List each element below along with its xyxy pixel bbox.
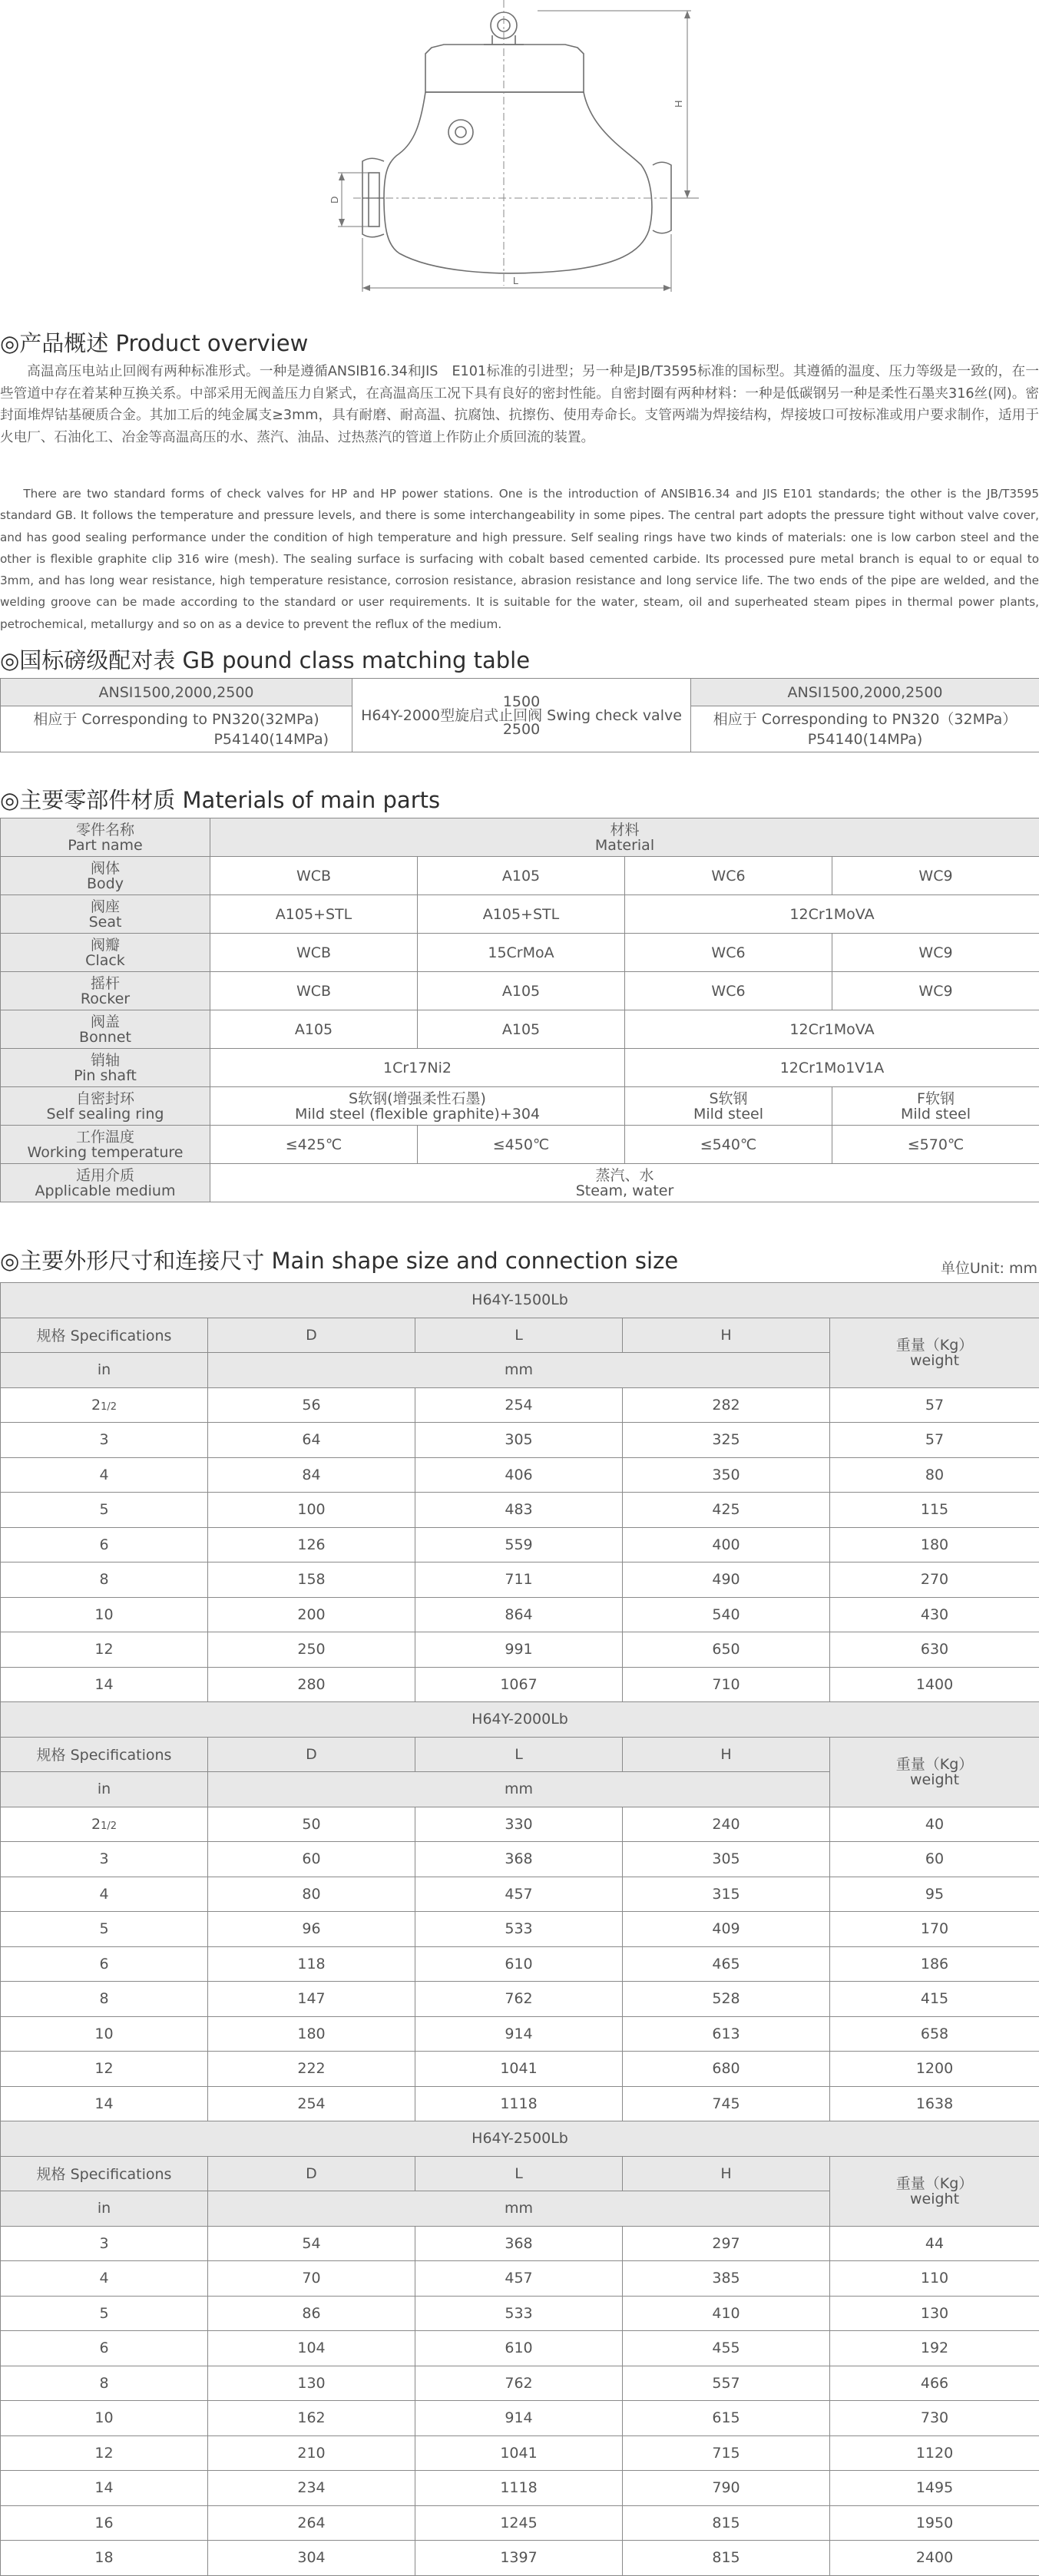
value-h: 465	[623, 1946, 830, 1982]
header-spec: 规格 Specifications	[1, 2156, 208, 2191]
gb-right-header: ANSI1500,2000,2500	[691, 679, 1039, 706]
gb-right-corr: 相应于 Corresponding to PN320（32MPa） P54140(14MPa)	[691, 706, 1039, 752]
material-cell: 12Cr1MoVA	[625, 895, 1039, 934]
value-h: 815	[623, 2541, 830, 2576]
value-d: 126	[208, 1527, 415, 1562]
value-d: 96	[208, 1912, 415, 1947]
size-in: 10	[1, 2016, 208, 2052]
table-row	[1, 1667, 1039, 1702]
value-d: 180	[208, 2016, 415, 2052]
table-row	[1, 1597, 1039, 1632]
value-weight: 630	[830, 1632, 1039, 1668]
value-h: 240	[623, 1807, 830, 1842]
table-row	[1, 2331, 1039, 2366]
part-name: 适用介质 Applicable medium	[1, 1164, 210, 1202]
materials-row-self-sealing-ring	[1, 1087, 1039, 1126]
value-weight: 1120	[830, 2435, 1039, 2471]
dimensions-table	[0, 1282, 1039, 2576]
material-cell: A105	[418, 1010, 625, 1049]
part-name: 阀体 Body	[1, 857, 210, 895]
value-d: 222	[208, 2052, 415, 2087]
header-d: D	[208, 2156, 415, 2191]
overview-en-text: There are two standard forms of check valves for HP and HP power stations. One is the introduction of ANSIB16.34 and JIS E101 standards; the other is the JB/T3595 standard GB. It follows the temperature and pressure levels, and there is some interchangeability in some pipes. The central part adopts the pressure tight without valve cover, and has good sealing performance under the condition of high temperature and high pressure. Self sealing rings have two kinds of materials: one is low carbon steel and the other is flexible graphite clip 316 wire (mesh). The sealing surface is surfacing with cobalt based cemented carbide. Its processed pure metal branch is equal to or equal to 3mm, and has long wear resistance, high temperature resistance, corrosion resistance, abrasion resistance and long service life. The two ends of the pipe are welded, and the welding groove can be made according to the standard or user requirements. It is suitable for the water, steam, oil and superheated steam pipes in thermal power plants, petrochemical, metallurgy and so on as a device to prevent the reflux of the medium.	[0, 483, 1039, 635]
dim-l-label: L	[513, 275, 518, 286]
value-h: 282	[623, 1387, 830, 1423]
header-l: L	[415, 2156, 623, 2191]
value-weight: 180	[830, 1527, 1039, 1562]
value-h: 745	[623, 2086, 830, 2121]
gb-left-header: ANSI1500,2000,2500	[1, 679, 352, 706]
size-in: 3	[1, 1423, 208, 1458]
value-weight: 44	[830, 2226, 1039, 2261]
material-cell: 12Cr1MoVA	[625, 1010, 1039, 1049]
part-name: 阀盖 Bonnet	[1, 1010, 210, 1049]
value-h: 400	[623, 1527, 830, 1562]
table-row	[1, 2435, 1039, 2471]
value-d: 304	[208, 2541, 415, 2576]
value-d: 70	[208, 2261, 415, 2297]
materials-row-bonnet	[1, 1010, 1039, 1049]
size-in: 12	[1, 2435, 208, 2471]
table-row	[1, 1423, 1039, 1458]
size-in: 12	[1, 2052, 208, 2087]
size-in: 3	[1, 1842, 208, 1877]
size-in: 5	[1, 1493, 208, 1528]
value-weight: 186	[830, 1946, 1039, 1982]
value-d: 50	[208, 1807, 415, 1842]
table-row	[1, 1632, 1039, 1668]
value-h: 615	[623, 2401, 830, 2436]
value-d: 118	[208, 1946, 415, 1982]
dims-header-row	[1, 1737, 1039, 1772]
value-weight: 115	[830, 1493, 1039, 1528]
value-weight: 466	[830, 2366, 1039, 2401]
material-cell: 蒸汽、水 Steam, water	[210, 1164, 1039, 1202]
table-row	[1, 1877, 1039, 1912]
value-l: 305	[415, 1423, 623, 1458]
size-in: 16	[1, 2505, 208, 2541]
size-in: 6	[1, 2331, 208, 2366]
material-cell: A105	[210, 1010, 418, 1049]
value-h: 350	[623, 1457, 830, 1493]
value-weight: 658	[830, 2016, 1039, 2052]
size-in: 14	[1, 2471, 208, 2506]
table-row	[1, 2366, 1039, 2401]
value-l: 1041	[415, 2052, 623, 2087]
value-l: 368	[415, 2226, 623, 2261]
value-l: 330	[415, 1807, 623, 1842]
materials-header-part: 零件名称 Part name	[1, 818, 210, 857]
value-d: 234	[208, 2471, 415, 2506]
value-h: 613	[623, 2016, 830, 2052]
value-weight: 2400	[830, 2541, 1039, 2576]
value-weight: 80	[830, 1457, 1039, 1493]
overview-zh-text: 高温高压电站止回阀有两种标准形式。一种是遵循ANSIB16.34和JIS E101标准的引进型；另一种是JB/T3595标准的国标型。其遵循的温度、压力等级是一致的，在一些管道中存在着某种互换关系。中部采用无阀盖压力自紧式，在高温高压工况下具有良好的密封性能。自密封圈有两种材料：一种是低碳钢另一种是柔性石墨夹316丝(网)。密封面堆焊钴基硬质合金。其加工后的纯金属支≥3mm，具有耐磨、耐高温、抗腐蚀、抗擦伤、使用寿命长。支管两端为焊接结构，焊接坡口可按标准或用户要求制作，适用于火电厂、石油化工、冶金等高温高压的水、蒸汽、油品、过热蒸汽的管道上作防止介质回流的装置。	[0, 361, 1039, 448]
size-in: 10	[1, 2401, 208, 2436]
size-in: 5	[1, 1912, 208, 1947]
value-d: 254	[208, 2086, 415, 2121]
dim-d-label: D	[329, 197, 340, 203]
header-spec: 规格 Specifications	[1, 1318, 208, 1353]
dims-title: ◎主要外形尺寸和连接尺寸 Main shape size and connection size	[0, 1244, 678, 1275]
value-weight: 415	[830, 1982, 1039, 2017]
part-name: 摇杆 Rocker	[1, 972, 210, 1010]
value-l: 254	[415, 1387, 623, 1423]
value-l: 864	[415, 1597, 623, 1632]
gb-matching-table	[0, 678, 1039, 752]
value-h: 528	[623, 1982, 830, 2017]
value-d: 200	[208, 1597, 415, 1632]
table-row	[1, 1946, 1039, 1982]
value-l: 711	[415, 1562, 623, 1598]
overview-title: ◎产品概述 Product overview	[0, 326, 308, 358]
materials-row-seat	[1, 895, 1039, 934]
value-weight: 1638	[830, 2086, 1039, 2121]
value-d: 60	[208, 1842, 415, 1877]
value-d: 56	[208, 1387, 415, 1423]
value-l: 406	[415, 1457, 623, 1493]
material-cell: F软钢 Mild steel	[832, 1087, 1039, 1126]
table-row	[1, 2505, 1039, 2541]
unit-in: in	[1, 2191, 208, 2227]
size-in: 8	[1, 1982, 208, 2017]
value-l: 1118	[415, 2086, 623, 2121]
materials-table	[0, 818, 1039, 1202]
value-h: 650	[623, 1632, 830, 1668]
materials-row-clack	[1, 934, 1039, 972]
material-cell: 15CrMoA	[418, 934, 625, 972]
value-h: 680	[623, 2052, 830, 2087]
value-l: 457	[415, 2261, 623, 2297]
header-l: L	[415, 1737, 623, 1772]
materials-row-applicable-medium	[1, 1164, 1039, 1202]
header-h: H	[623, 1737, 830, 1772]
size-in: 5	[1, 2296, 208, 2331]
size-in: 14	[1, 1667, 208, 1702]
table-row	[1, 2016, 1039, 2052]
value-weight: 1950	[830, 2505, 1039, 2541]
model-title: H64Y-2000Lb	[1, 1702, 1039, 1738]
dims-table-title-row	[1, 1702, 1039, 1738]
material-cell: ≤570℃	[832, 1126, 1039, 1164]
size-in: 21/2	[1, 1387, 208, 1423]
value-l: 762	[415, 1982, 623, 2017]
material-cell: A105+STL	[418, 895, 625, 934]
table-row	[1, 1912, 1039, 1947]
size-in: 8	[1, 1562, 208, 1598]
table-row	[1, 2261, 1039, 2297]
value-weight: 1495	[830, 2471, 1039, 2506]
dims-table-title-row	[1, 2121, 1039, 2157]
header-l: L	[415, 1318, 623, 1353]
value-weight: 57	[830, 1387, 1039, 1423]
value-l: 533	[415, 2296, 623, 2331]
size-in: 4	[1, 1877, 208, 1912]
value-h: 790	[623, 2471, 830, 2506]
material-cell: A105	[418, 857, 625, 895]
value-h: 490	[623, 1562, 830, 1598]
material-cell: WC9	[832, 857, 1039, 895]
value-h: 715	[623, 2435, 830, 2471]
value-l: 368	[415, 1842, 623, 1877]
value-d: 104	[208, 2331, 415, 2366]
value-h: 409	[623, 1912, 830, 1947]
value-d: 64	[208, 1423, 415, 1458]
material-cell: 12Cr1Mo1V1A	[625, 1049, 1039, 1087]
value-d: 86	[208, 2296, 415, 2331]
value-h: 455	[623, 2331, 830, 2366]
material-cell: WC6	[625, 857, 832, 895]
table-row	[1, 1387, 1039, 1423]
part-name: 工作温度 Working temperature	[1, 1126, 210, 1164]
value-l: 457	[415, 1877, 623, 1912]
table-row	[1, 2471, 1039, 2506]
gb-middle-cell: 1500 H64Y-2000型旋启式止回阀 Swing check valve 2500	[352, 679, 691, 752]
header-h: H	[623, 1318, 830, 1353]
table-row	[1, 2401, 1039, 2436]
value-d: 84	[208, 1457, 415, 1493]
materials-header-material: 材料 Material	[210, 818, 1039, 857]
value-weight: 270	[830, 1562, 1039, 1598]
value-l: 610	[415, 2331, 623, 2366]
value-d: 100	[208, 1493, 415, 1528]
unit-in: in	[1, 1772, 208, 1807]
material-cell: WCB	[210, 972, 418, 1010]
material-cell: WC9	[832, 972, 1039, 1010]
table-row	[1, 1562, 1039, 1598]
table-row	[1, 2541, 1039, 2576]
value-l: 914	[415, 2016, 623, 2052]
value-weight: 130	[830, 2296, 1039, 2331]
dims-table-title-row	[1, 1283, 1039, 1318]
value-d: 80	[208, 1877, 415, 1912]
value-d: 54	[208, 2226, 415, 2261]
material-cell: ≤425℃	[210, 1126, 418, 1164]
material-cell: ≤540℃	[625, 1126, 832, 1164]
unit-label: 单位Unit: mm	[941, 1257, 1037, 1278]
value-d: 264	[208, 2505, 415, 2541]
model-title: H64Y-2500Lb	[1, 2121, 1039, 2157]
material-cell: WCB	[210, 934, 418, 972]
material-cell: 1Cr17Ni2	[210, 1049, 625, 1087]
value-weight: 1200	[830, 2052, 1039, 2087]
value-weight: 430	[830, 1597, 1039, 1632]
value-weight: 730	[830, 2401, 1039, 2436]
size-in: 14	[1, 2086, 208, 2121]
material-cell: WC6	[625, 972, 832, 1010]
value-h: 325	[623, 1423, 830, 1458]
value-l: 610	[415, 1946, 623, 1982]
value-h: 540	[623, 1597, 830, 1632]
part-name: 阀座 Seat	[1, 895, 210, 934]
header-weight: 重量（Kg） weight	[830, 2156, 1039, 2226]
value-weight: 110	[830, 2261, 1039, 2297]
size-in: 6	[1, 1946, 208, 1982]
table-row	[1, 2052, 1039, 2087]
value-d: 210	[208, 2435, 415, 2471]
gb-left-corr: 相应于 Corresponding to PN320(32MPa) P54140(14MPa)	[1, 706, 352, 752]
value-h: 410	[623, 2296, 830, 2331]
materials-title: ◎主要零部件材质 Materials of main parts	[0, 783, 440, 815]
table-row	[1, 1982, 1039, 2017]
value-d: 130	[208, 2366, 415, 2401]
value-weight: 60	[830, 1842, 1039, 1877]
value-h: 385	[623, 2261, 830, 2297]
value-l: 1067	[415, 1667, 623, 1702]
table-row	[1, 1493, 1039, 1528]
value-l: 914	[415, 2401, 623, 2436]
header-d: D	[208, 1318, 415, 1353]
material-cell: WCB	[210, 857, 418, 895]
materials-row-body	[1, 857, 1039, 895]
value-l: 1118	[415, 2471, 623, 2506]
unit-in: in	[1, 1353, 208, 1388]
size-in: 3	[1, 2226, 208, 2261]
dim-h-label: H	[673, 101, 684, 107]
value-h: 815	[623, 2505, 830, 2541]
dims-header-row	[1, 1318, 1039, 1353]
size-in: 18	[1, 2541, 208, 2576]
header-weight: 重量（Kg） weight	[830, 1737, 1039, 1807]
gb-table-title: ◎国标磅级配对表 GB pound class matching table	[0, 643, 530, 675]
size-in: 6	[1, 1527, 208, 1562]
model-title: H64Y-1500Lb	[1, 1283, 1039, 1318]
valve-technical-drawing	[0, 0, 1039, 307]
part-name: 销轴 Pin shaft	[1, 1049, 210, 1087]
value-h: 425	[623, 1493, 830, 1528]
value-d: 280	[208, 1667, 415, 1702]
value-l: 762	[415, 2366, 623, 2401]
size-in: 4	[1, 1457, 208, 1493]
unit-mm: mm	[208, 1353, 830, 1388]
value-weight: 1400	[830, 1667, 1039, 1702]
materials-row-pin-shaft	[1, 1049, 1039, 1087]
material-cell: ≤450℃	[418, 1126, 625, 1164]
value-l: 483	[415, 1493, 623, 1528]
value-d: 147	[208, 1982, 415, 2017]
value-d: 162	[208, 2401, 415, 2436]
part-name: 自密封环 Self sealing ring	[1, 1087, 210, 1126]
table-row	[1, 1842, 1039, 1877]
materials-row-working-temperature	[1, 1126, 1039, 1164]
value-h: 305	[623, 1842, 830, 1877]
value-l: 1245	[415, 2505, 623, 2541]
material-cell: S软钢 Mild steel	[625, 1087, 832, 1126]
value-l: 991	[415, 1632, 623, 1668]
size-in: 12	[1, 1632, 208, 1668]
value-weight: 57	[830, 1423, 1039, 1458]
value-weight: 170	[830, 1912, 1039, 1947]
value-h: 315	[623, 1877, 830, 1912]
value-weight: 40	[830, 1807, 1039, 1842]
header-spec: 规格 Specifications	[1, 1737, 208, 1772]
material-cell: S软钢(增强柔性石墨) Mild steel (flexible graphite)+304	[210, 1087, 625, 1126]
value-l: 1041	[415, 2435, 623, 2471]
value-h: 557	[623, 2366, 830, 2401]
value-weight: 192	[830, 2331, 1039, 2366]
unit-mm: mm	[208, 2191, 830, 2227]
size-in: 8	[1, 2366, 208, 2401]
value-l: 533	[415, 1912, 623, 1947]
table-row	[1, 2086, 1039, 2121]
header-weight: 重量（Kg） weight	[830, 1318, 1039, 1387]
value-h: 710	[623, 1667, 830, 1702]
unit-mm: mm	[208, 1772, 830, 1807]
material-cell: A105+STL	[210, 895, 418, 934]
size-in: 21/2	[1, 1807, 208, 1842]
materials-row-rocker	[1, 972, 1039, 1010]
value-h: 297	[623, 2226, 830, 2261]
header-h: H	[623, 2156, 830, 2191]
header-d: D	[208, 1737, 415, 1772]
material-cell: WC9	[832, 934, 1039, 972]
value-d: 250	[208, 1632, 415, 1668]
size-in: 4	[1, 2261, 208, 2297]
table-row	[1, 2226, 1039, 2261]
dims-header-row	[1, 2156, 1039, 2191]
value-l: 559	[415, 1527, 623, 1562]
material-cell: WC6	[625, 934, 832, 972]
table-row	[1, 1807, 1039, 1842]
table-row	[1, 1527, 1039, 1562]
table-row	[1, 1457, 1039, 1493]
value-l: 1397	[415, 2541, 623, 2576]
size-in: 10	[1, 1597, 208, 1632]
material-cell: A105	[418, 972, 625, 1010]
value-d: 158	[208, 1562, 415, 1598]
table-row	[1, 2296, 1039, 2331]
part-name: 阀瓣 Clack	[1, 934, 210, 972]
value-weight: 95	[830, 1877, 1039, 1912]
